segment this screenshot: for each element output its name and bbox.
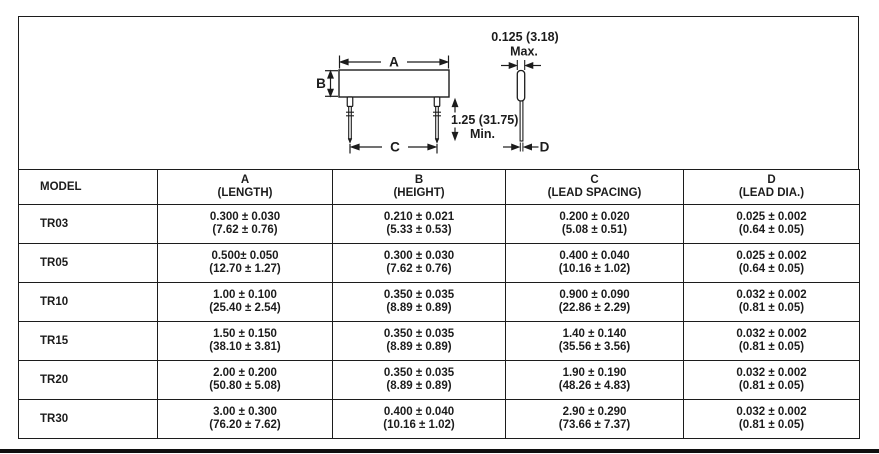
model-cell: TR03 xyxy=(19,205,158,244)
package-drawing xyxy=(18,16,859,169)
lead-side xyxy=(520,101,523,141)
value-inches: 3.00 ± 0.300 xyxy=(213,406,277,418)
dim-c-cell xyxy=(506,205,684,244)
dim-c-cell xyxy=(506,322,684,361)
col-header-model-label: MODEL xyxy=(40,180,82,193)
value-mm: (0.81 ± 0.05) xyxy=(738,302,805,314)
value-inches: 0.400 ± 0.040 xyxy=(559,250,630,262)
dim-d-cell xyxy=(684,400,860,439)
dim-d-label: D xyxy=(539,139,550,155)
model-cell: TR05 xyxy=(19,244,158,283)
col-header-d xyxy=(684,170,860,205)
value-inches: 2.90 ± 0.290 xyxy=(562,406,627,418)
dim-a-cell xyxy=(158,244,333,283)
value-inches: 0.025 ± 0.002 xyxy=(736,250,807,262)
arrow-down-icon xyxy=(452,133,457,140)
package-body-outline xyxy=(339,70,449,97)
value-mm: (35.56 ± 3.56) xyxy=(558,341,631,353)
model-cell: TR20 xyxy=(19,361,158,400)
max-thickness-qualifier: Max. xyxy=(510,44,538,59)
dim-b-cell xyxy=(333,205,506,244)
value-inches: 0.500± 0.050 xyxy=(211,250,279,262)
package-side-view xyxy=(501,60,541,152)
value-inches: 0.350 ± 0.035 xyxy=(383,289,455,301)
col-header-model xyxy=(19,170,158,205)
value-inches: 0.900 ± 0.090 xyxy=(559,289,630,301)
value-inches: 0.032 ± 0.002 xyxy=(736,328,807,340)
value-mm: (25.40 ± 2.54) xyxy=(209,302,281,314)
arrow-left-icon xyxy=(341,59,349,64)
lead-left xyxy=(346,97,354,142)
col-header-b xyxy=(333,170,506,205)
value-inches: 0.350 ± 0.035 xyxy=(383,367,455,379)
col-header-d-letter: D xyxy=(767,174,776,186)
package-side-body-outline xyxy=(517,71,524,102)
value-mm: (10.16 ± 1.02) xyxy=(558,263,631,275)
value-inches: 0.300 ± 0.030 xyxy=(209,211,281,223)
dim-a-cell xyxy=(158,205,333,244)
table-body xyxy=(19,205,860,439)
dim-d-cell xyxy=(684,361,860,400)
dim-d-cell xyxy=(684,283,860,322)
lead-min-length-value: 1.25 (31.75) xyxy=(451,113,519,127)
value-inches: 1.50 ± 0.150 xyxy=(213,328,277,340)
arrow-right-icon xyxy=(509,63,516,68)
dim-a-cell xyxy=(158,283,333,322)
value-mm: (0.81 ± 0.05) xyxy=(738,380,805,392)
value-inches: 0.032 ± 0.002 xyxy=(736,406,807,418)
value-mm: (0.64 ± 0.05) xyxy=(738,263,805,275)
dim-c-cell xyxy=(506,400,684,439)
dim-a-cell xyxy=(158,400,333,439)
value-mm: (8.89 ± 0.89) xyxy=(386,302,452,314)
lead-min-length-qualifier: Min. xyxy=(470,127,495,141)
value-inches: 1.90 ± 0.190 xyxy=(562,367,627,379)
arrow-left-icon xyxy=(352,144,360,149)
dim-d-cell xyxy=(684,322,860,361)
package-drawing-svg xyxy=(19,17,857,167)
dim-a-cell xyxy=(158,322,333,361)
dim-c-label: C xyxy=(390,139,400,155)
dimensions-table xyxy=(18,169,860,439)
arrow-left-icon xyxy=(524,144,531,149)
dim-b-cell xyxy=(333,244,506,283)
value-inches: 0.032 ± 0.002 xyxy=(736,289,807,301)
value-inches: 0.032 ± 0.002 xyxy=(736,367,807,379)
dim-c-cell xyxy=(506,283,684,322)
table-row xyxy=(19,283,860,322)
datasheet-frame xyxy=(18,16,859,439)
value-mm: (10.16 ± 1.02) xyxy=(383,419,455,431)
dim-b-cell xyxy=(333,322,506,361)
value-mm: (0.81 ± 0.05) xyxy=(738,341,805,353)
value-mm: (76.20 ± 7.62) xyxy=(209,419,281,431)
value-inches: 0.200 ± 0.020 xyxy=(559,211,630,223)
col-header-a-caption: (LENGTH) xyxy=(217,187,273,199)
model-cell: TR30 xyxy=(19,400,158,439)
dim-a-label: A xyxy=(389,54,399,70)
arrow-right-icon xyxy=(440,59,448,64)
table-row xyxy=(19,205,860,244)
col-header-a xyxy=(158,170,333,205)
value-mm: (0.81 ± 0.05) xyxy=(738,419,805,431)
col-header-b-letter: B xyxy=(414,174,424,186)
value-inches: 0.025 ± 0.002 xyxy=(736,211,807,223)
table-row xyxy=(19,400,860,439)
arrow-down-icon xyxy=(328,89,333,96)
dim-b-cell xyxy=(333,400,506,439)
table-row xyxy=(19,361,860,400)
table-header-row xyxy=(19,170,860,205)
value-mm: (73.66 ± 7.37) xyxy=(558,419,631,431)
value-mm: (5.33 ± 0.53) xyxy=(386,224,452,236)
value-mm: (8.89 ± 0.89) xyxy=(386,380,452,392)
value-mm: (8.89 ± 0.89) xyxy=(386,341,452,353)
value-inches: 0.350 ± 0.035 xyxy=(383,328,455,340)
page-bottom-rule xyxy=(0,449,879,453)
col-header-c-caption: (LEAD SPACING) xyxy=(547,187,642,199)
arrow-right-icon xyxy=(512,144,519,149)
max-thickness-value: 0.125 (3.18) xyxy=(491,30,559,44)
col-header-c-letter: C xyxy=(590,174,599,186)
arrow-right-icon xyxy=(428,144,436,149)
value-inches: 0.210 ± 0.021 xyxy=(383,211,455,223)
dim-c-cell xyxy=(506,361,684,400)
col-header-a-letter: A xyxy=(240,174,250,186)
lead-right xyxy=(433,97,441,142)
value-mm: (5.08 ± 0.51) xyxy=(561,224,628,236)
value-inches: 0.300 ± 0.030 xyxy=(383,250,455,262)
dim-a-cell xyxy=(158,361,333,400)
value-inches: 1.40 ± 0.140 xyxy=(562,328,627,340)
model-cell: TR10 xyxy=(19,283,158,322)
arrow-up-icon xyxy=(452,100,457,107)
dim-b-label: B xyxy=(316,76,326,91)
value-mm: (50.80 ± 5.08) xyxy=(209,380,281,392)
value-inches: 2.00 ± 0.200 xyxy=(213,367,277,379)
value-mm: (0.64 ± 0.05) xyxy=(738,224,805,236)
dim-d-cell xyxy=(684,244,860,283)
dim-b-cell xyxy=(333,361,506,400)
dim-b-cell xyxy=(333,283,506,322)
value-mm: (7.62 ± 0.76) xyxy=(386,263,452,275)
col-header-d-caption: (LEAD DIA.) xyxy=(738,187,805,199)
dim-c-cell xyxy=(506,244,684,283)
col-header-c xyxy=(506,170,684,205)
table-row xyxy=(19,322,860,361)
model-cell: TR15 xyxy=(19,322,158,361)
dim-d-cell xyxy=(684,205,860,244)
value-mm: (48.26 ± 4.83) xyxy=(558,380,631,392)
value-mm: (7.62 ± 0.76) xyxy=(212,224,278,236)
value-inches: 0.400 ± 0.040 xyxy=(383,406,455,418)
value-mm: (12.70 ± 1.27) xyxy=(209,263,281,275)
value-mm: (22.86 ± 2.29) xyxy=(558,302,631,314)
col-header-b-caption: (HEIGHT) xyxy=(393,187,445,199)
value-inches: 1.00 ± 0.100 xyxy=(213,289,277,301)
value-mm: (38.10 ± 3.81) xyxy=(209,341,281,353)
arrow-left-icon xyxy=(526,63,533,68)
arrow-up-icon xyxy=(328,71,333,78)
table-row xyxy=(19,244,860,283)
